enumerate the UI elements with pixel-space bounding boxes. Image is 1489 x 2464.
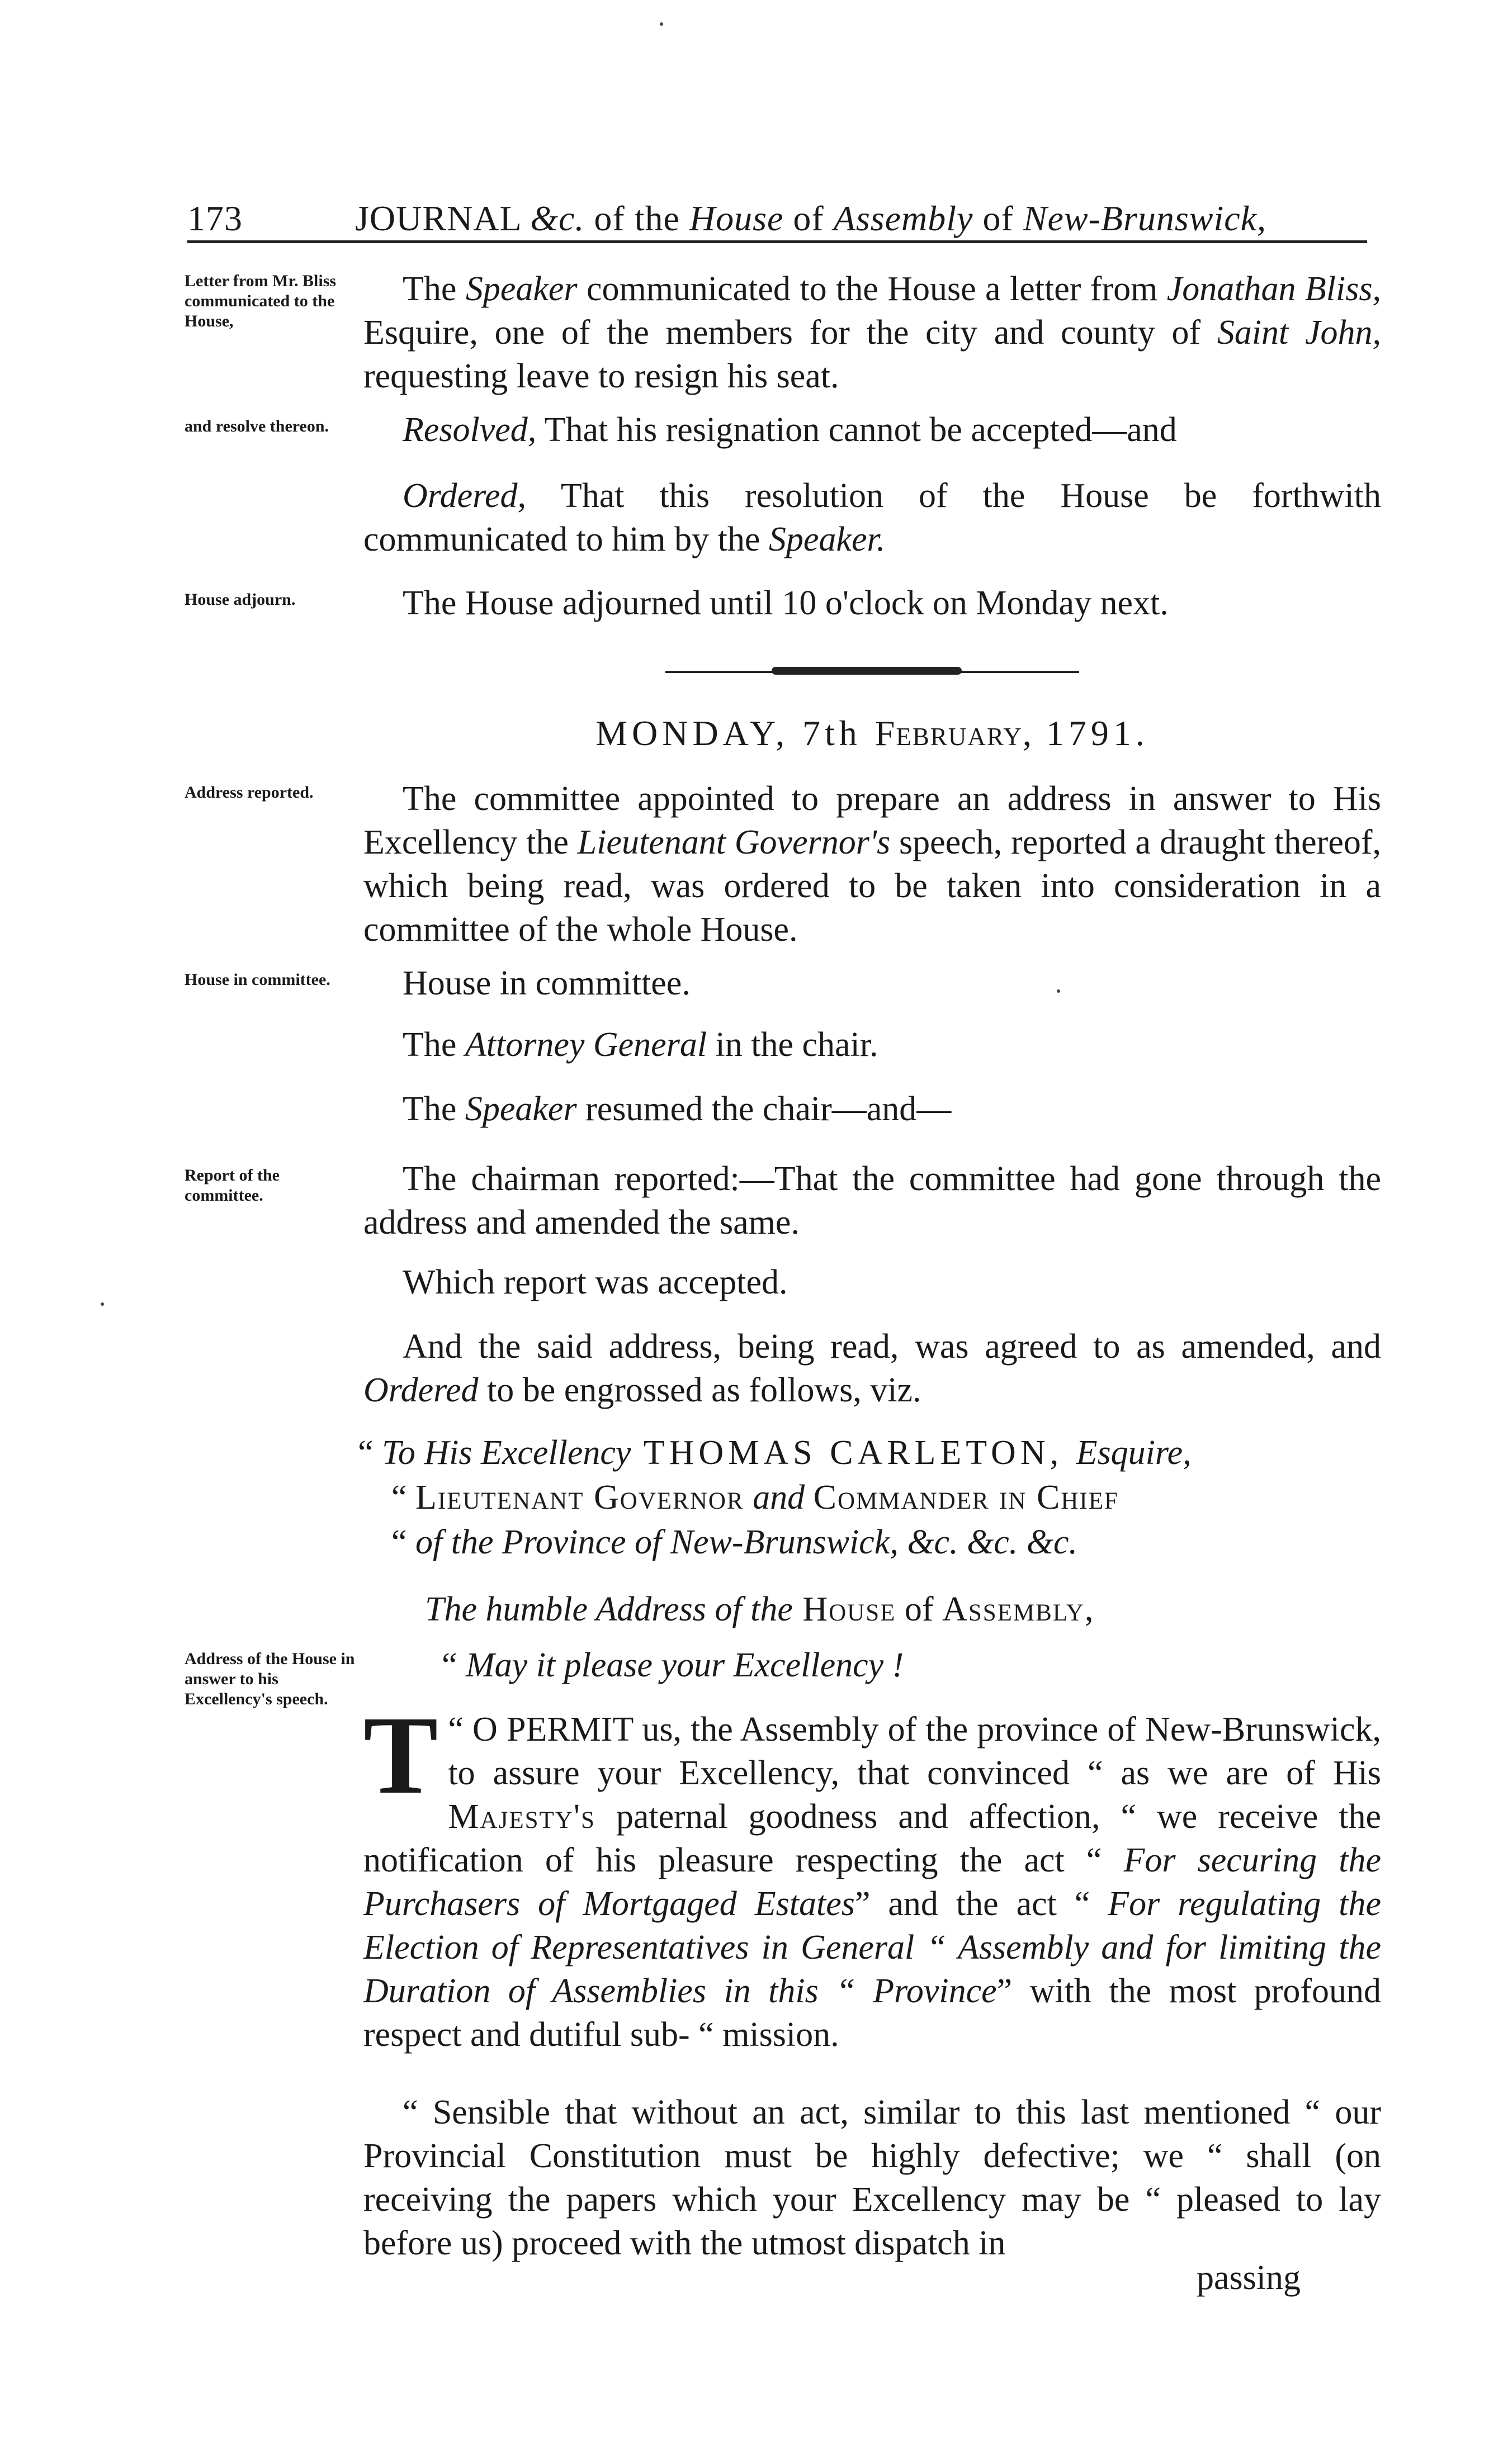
paragraph-resolved bbox=[363, 408, 1381, 452]
margin-note-house-committee: House in committee. bbox=[185, 970, 330, 989]
speaker-name: Speaker bbox=[465, 270, 578, 308]
text: Lieutenant Governor bbox=[415, 1479, 744, 1517]
text: speech, reported a draught thereof, which being read, was ordered to be taken into consideration in a committee of the whole House. bbox=[363, 823, 1381, 949]
print-speck bbox=[101, 1302, 104, 1306]
margin-note-report: Report of the committee. bbox=[185, 1166, 280, 1205]
text: May it please your Excellency ! bbox=[466, 1646, 904, 1684]
act-title: For securing the Purchasers of Mortgaged Estates bbox=[363, 1841, 1381, 1923]
text: The bbox=[403, 1026, 465, 1064]
paragraph-accepted: Which report was accepted. bbox=[403, 1263, 788, 1301]
address-line-1 bbox=[358, 1431, 1192, 1475]
quote-mark: “ bbox=[391, 1479, 416, 1517]
speaker-name: Speaker bbox=[465, 1090, 577, 1128]
governor-name: THOMAS CARLETON, bbox=[631, 1434, 1076, 1472]
text: And the said address, being read, was agreed to as amended, and bbox=[403, 1328, 1381, 1366]
text: To His Excellency bbox=[382, 1434, 631, 1472]
quote-mark: “ bbox=[358, 1434, 382, 1472]
title-assembly: Assembly bbox=[833, 198, 973, 238]
text: paternal goodness and affection, “ we receive the notification of his pleasure respecting the act “ bbox=[363, 1798, 1381, 1879]
text: Commander in Chief bbox=[813, 1479, 1119, 1517]
text: resumed the chair—and— bbox=[576, 1090, 952, 1128]
paragraph-adjourn: The House adjourned until 10 o'clock on Monday next. bbox=[403, 584, 1169, 622]
text: “ O PERMIT us, the Assembly of the province of New-Brunswick, to assure your Excellency, that convinced “ as we are of His bbox=[448, 1710, 1381, 1792]
paragraph-agreed bbox=[363, 1325, 1381, 1412]
section-rule-swell bbox=[772, 667, 962, 675]
text: ” and the act “ bbox=[854, 1885, 1108, 1923]
margin-note-letter: Letter from Mr. Bliss communicated to the House, bbox=[185, 272, 337, 330]
date-month: February, bbox=[875, 713, 1033, 753]
office-name: Lieutenant Governor's bbox=[577, 823, 891, 861]
page-number: 173 bbox=[187, 198, 243, 238]
print-speck bbox=[1057, 989, 1060, 993]
paragraph-address-body bbox=[363, 1694, 1381, 2057]
title-of-the: of the bbox=[594, 198, 680, 238]
paragraph-house-committee: House in committee. bbox=[403, 964, 691, 1002]
address-salutation bbox=[442, 1643, 904, 1687]
address-line-4 bbox=[425, 1588, 1094, 1631]
paragraph-chair bbox=[363, 1023, 1381, 1067]
text: The humble Address of the bbox=[425, 1590, 793, 1628]
drop-cap: T bbox=[363, 1694, 438, 1817]
margin-note-resolve: and resolve thereon. bbox=[185, 417, 329, 435]
title-journal: JOURNAL bbox=[355, 198, 521, 238]
ordered-word: Ordered bbox=[363, 1371, 479, 1409]
text: in the chair. bbox=[707, 1026, 878, 1064]
text: to be engrossed as follows, viz. bbox=[478, 1371, 921, 1409]
paragraph-resumed bbox=[363, 1087, 1381, 1131]
catchword: passing bbox=[1197, 2259, 1301, 2297]
text: The bbox=[403, 1090, 465, 1128]
running-header bbox=[187, 178, 1367, 239]
paragraph-ordered bbox=[363, 474, 1381, 561]
text: House bbox=[792, 1590, 896, 1628]
title-house: House bbox=[689, 198, 784, 238]
paragraph-letter bbox=[363, 267, 1381, 398]
paragraph-committee bbox=[363, 777, 1381, 951]
address-line-2 bbox=[391, 1476, 1119, 1519]
text: of bbox=[896, 1590, 943, 1628]
paragraph-chairman-report: The chairman reported:—That the committee had gone through the address and amended the same. bbox=[363, 1160, 1381, 1242]
text: The bbox=[403, 270, 466, 308]
margin-note-address-answer: Address of the House in answer to his Excellency's speech. bbox=[185, 1650, 355, 1708]
date-year: 1791. bbox=[1032, 713, 1149, 753]
text: That his resignation cannot be accepted—and bbox=[536, 411, 1177, 449]
quote-mark: “ bbox=[442, 1646, 466, 1684]
margin-note-address-reported: Address reported. bbox=[185, 783, 314, 802]
office-name: Attorney General bbox=[465, 1026, 707, 1064]
text: of the Province of New-Brunswick, &c. &c. &c. bbox=[415, 1523, 1078, 1561]
text: requesting leave to resign his seat. bbox=[363, 357, 839, 395]
address-line-3 bbox=[391, 1520, 1077, 1564]
majesty: Majesty's bbox=[448, 1798, 595, 1836]
title-of-2: of bbox=[982, 198, 1014, 238]
title-new-brunswick: New-Brunswick, bbox=[1023, 198, 1267, 238]
person-name: Jonathan Bliss, bbox=[1166, 270, 1382, 308]
title-of: of bbox=[793, 198, 824, 238]
text: That this resolution of the House be forthwith communicated to him by the bbox=[363, 477, 1381, 558]
quote-mark: “ bbox=[391, 1523, 416, 1561]
speaker-name: Speaker. bbox=[768, 520, 886, 558]
resolved-word: Resolved, bbox=[403, 411, 537, 449]
header-rule bbox=[187, 240, 1367, 243]
act-title: For regulating the Election of Representatives in General “ Assembly and for limiting the Duration of Assemblies in this “ Province bbox=[363, 1885, 1381, 2010]
text: ” with the most profound respect and dutiful sub- “ mission. bbox=[363, 1972, 1381, 2054]
date-day: MONDAY, 7th bbox=[595, 713, 875, 753]
paragraph-sensible: “ Sensible that without an act, similar to this last mentioned “ our Provincial Constitution must be highly defective; we “ shall (on receiving the papers which your Excellency may be “ pleased to lay before us) proceed with the utmost dispatch in bbox=[363, 2093, 1381, 2262]
text: and bbox=[744, 1479, 814, 1517]
text: Esquire, bbox=[1076, 1434, 1192, 1472]
place-name: Saint John, bbox=[1217, 314, 1381, 352]
date-heading bbox=[363, 713, 1381, 754]
text: Assembly, bbox=[942, 1590, 1095, 1628]
margin-note-adjourn: House adjourn. bbox=[185, 590, 296, 609]
text: Esquire, one of the members for the city and county of bbox=[363, 314, 1217, 352]
title-etc: &c. bbox=[530, 198, 585, 238]
text: The committee appointed to prepare an address in answer to His Excellency the bbox=[363, 780, 1381, 861]
text: communicated to the House a letter from bbox=[577, 270, 1167, 308]
running-title bbox=[355, 198, 1367, 239]
ordered-word: Ordered, bbox=[403, 477, 526, 515]
print-speck bbox=[660, 22, 663, 26]
